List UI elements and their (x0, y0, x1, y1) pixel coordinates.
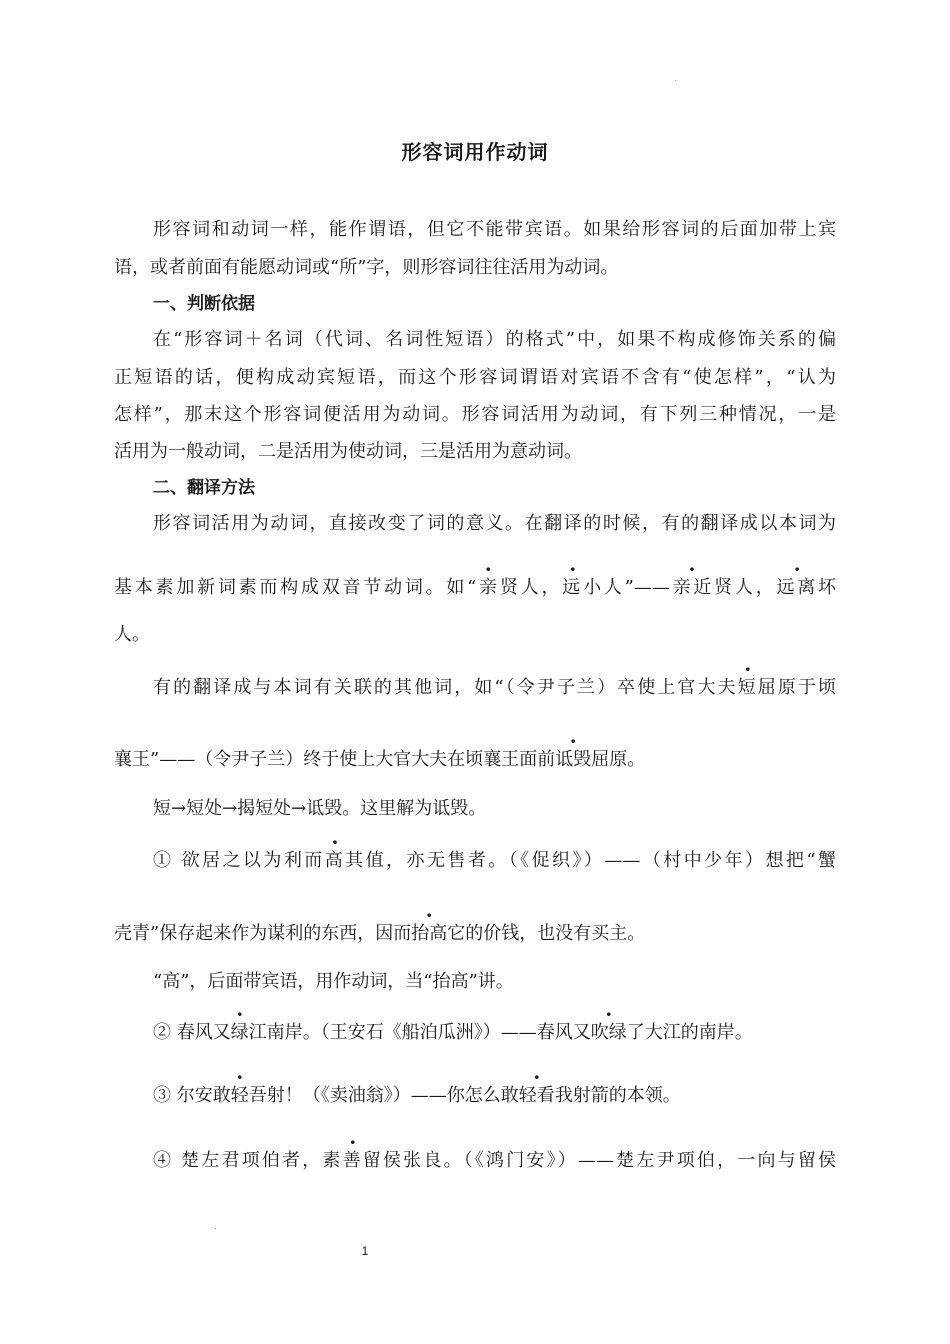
intro-line-1: 形容词和动词一样，能作谓语，但它不能带宾语。如果给形容词的后面加带上宾 (153, 219, 836, 240)
example-3: ③ 尔安敢轻吾射！（《卖油翁》）——你怎么敢轻看我射箭的本领。 (153, 1085, 681, 1106)
page-title: 形容词用作动词 (401, 140, 549, 164)
example-1-note: “高”，后面带宾语，用作动词，当“抬高”讲。 (153, 971, 514, 992)
emphasized-word: 轻 (230, 1085, 249, 1106)
section2-line-3: 人。 (114, 624, 150, 645)
section-heading-1: 一、判断依据 (153, 294, 255, 314)
emphasized-word: 远离 (776, 577, 819, 598)
emphasized-word: 高 (324, 850, 346, 871)
page-number: 1 (361, 1244, 369, 1258)
emphasized-word: 绿 (230, 1022, 249, 1043)
emphasized-word: 亲 (476, 577, 500, 598)
emphasized-word: 亲近 (669, 577, 715, 598)
emphasized-word: 远 (562, 577, 584, 598)
section2-line-4: 有的翻译成与本词有关联的其他词，如“（令尹子兰）卒使上官大夫短屈原于顷 (153, 677, 837, 698)
example-4: ④ 楚左君项伯者，素善留侯张良。（《鸿门安》）——楚左尹项伯，一向与留侯 (153, 1150, 837, 1171)
section2-line-6: 短→短处→揭短处→诋毁。这里解为诋毁。 (153, 798, 487, 819)
emphasized-word: 短 (737, 677, 758, 698)
section-heading-2: 二、翻译方法 (153, 478, 255, 498)
intro-line-2: 语，或者前面有能愿动词或“所”字，则形容词往往活用为动词。 (114, 257, 619, 278)
section2-line-1: 形容词活用为动词，直接改变了词的意义。在翻译的时候，有的翻译成以本词为 (153, 513, 836, 534)
emphasized-word: 抬高 (411, 923, 448, 944)
section1-line-4: 活用为一般动词，二是活用为使动词，三是活用为意动词。 (114, 441, 582, 462)
example-2: ② 春风又绿江南岸。（王安石《船泊瓜洲》）——春风又吹绿了大江的南岸。 (153, 1022, 753, 1043)
example-1-line-2: 壳青”保存起来作为谋利的东西，因而抬高它的价钱，也没有买主。 (114, 923, 646, 944)
scan-speck (215, 1228, 216, 1229)
emphasized-word: 吹绿 (590, 1022, 627, 1043)
section1-line-1: 在“形容词＋名词（代词、名词性短语）的格式”中，如果不构成修饰关系的偏 (153, 329, 836, 350)
example-1-line-1: ① 欲居之以为利而高其值，亦无售者。（《促织》）——（村中少年）想把“蟹 (153, 850, 837, 871)
emphasized-word: 轻看 (518, 1085, 555, 1106)
section1-line-2: 正短语的话，便构成动宾短语，而这个形容词谓语对宾语不含有“使怎样”，“认为 (114, 367, 836, 388)
section2-line-2: 基本素加新词素而构成双音节动词。如“亲贤人，远小人”——亲近贤人，远离坏 (114, 577, 837, 598)
emphasized-word: 善 (342, 1150, 363, 1171)
emphasized-word: 诋毁 (555, 749, 592, 770)
section1-line-3: 怎样”，那末这个形容词便活用为动词。形容词活用为动词，有下列三种情况，一是 (114, 404, 836, 425)
scan-speck (675, 80, 676, 81)
section2-line-5: 襄王”——（令尹子兰）终于使上大官大夫在顷襄王面前诋毁屈原。 (114, 749, 646, 770)
